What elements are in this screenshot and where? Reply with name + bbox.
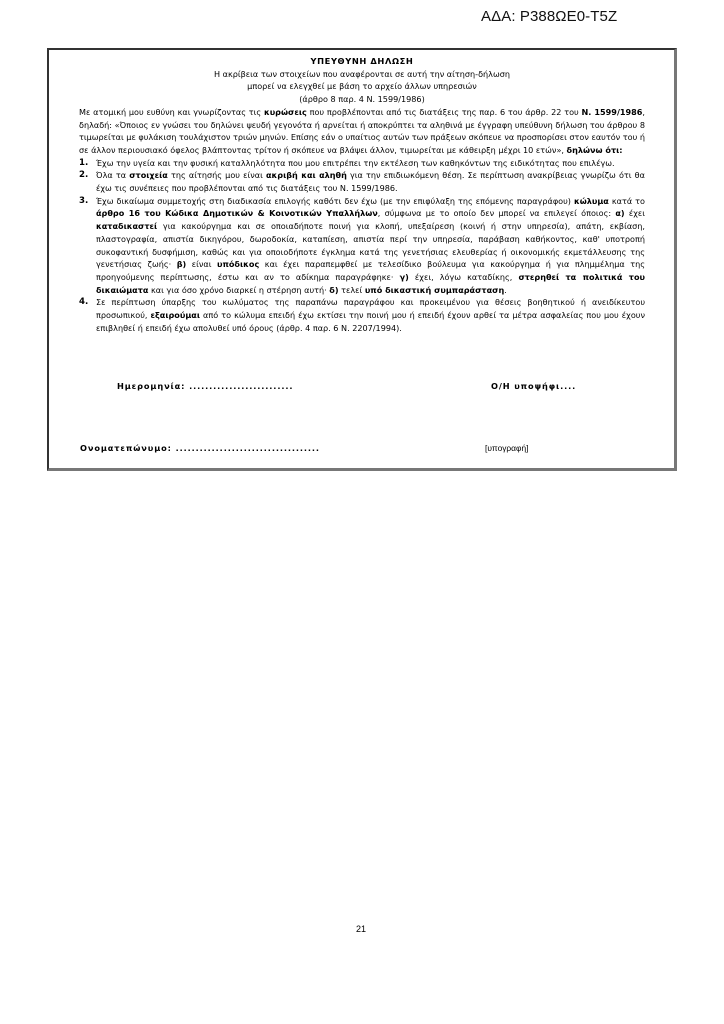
declaration-body [79,55,645,334]
item-number: 1. [79,157,89,168]
item-text: από το κώλυμα επειδή έχω εκτίσει την ποινή μου ή επειδή έχουν αρθεί τα μέτρα ασφαλείας που μου έχουν επιβληθεί ή επειδή έχω απολυθεί υπό όρους (άρθρ. 4 παρ. 6 Ν. 2207/1994). [96,310,645,333]
intro-bold: Ν. 1599/1986 [581,106,643,117]
intro-bold: κυρώσεις [263,106,307,117]
list-item [79,169,645,194]
ada-code: ΑΔΑ: Ρ388ΩΕ0-Τ5Ζ [481,8,618,25]
item-bold: γ) [399,271,409,282]
list-item [79,195,645,297]
declaration-title: ΥΠΕΥΘΥΝΗ ΔΗΛΩΣΗ [310,56,414,66]
item-text: έχει [624,208,645,219]
declaration-list [79,157,645,335]
item-bold: στοιχεία [129,170,168,181]
intro-text: , δηλαδή: «Όποιος εν γνώσει του δηλώνει ψευδή γεγονότα ή αρνείται ή αποκρύπτει τα αληθινά με έγγραφη υπεύθυνη δήλωση του άρθρου 8 τιμωρείται με φυλάκιση τουλάχιστον τριών μηνών. Επίσης εάν ο υπαίτιος αυτών των πράξεων σκόπευε να προσπορίσει στον εαυτόν του ή σε άλλον περιουσιακό όφελος βλάπτοντας τρίτον ή σκόπευε να βλάψει άλλον, τιμωρείται με κάθειρξη μέχρι 10 ετών», [79,106,645,155]
declaration-subtitle-1: Η ακρίβεια των στοιχείων που αναφέρονται σε αυτή την αίτηση-δήλωση [214,68,510,79]
item-text: και έχει παραπεμφθεί με τελεσίδικο βούλευμα για κακούργημα ή για πλημμέλημα της προηγούμενης περίπτωσης, έστω και αν το αδίκημα παραγράφηκε· [96,259,646,282]
item-text: έχει, λόγω καταδίκης, [408,271,519,282]
item-bold: β) [176,259,187,270]
item-text: για την επιδιωκόμενη θέση. Σε περίπτωση ανακρίβειας γνωρίζω ότι θα έχω τις συνέπειες που προβλέπονται από τις διατάξεις του Ν. 1599/1986. [96,170,645,194]
item-bold: άρθρο 16 του Κώδικα Δημοτικών & Κοινοτικών Υπαλλήλων [96,208,378,219]
list-item [79,157,645,170]
item-bold: υπό δικαστική συμπαράσταση [364,284,505,295]
item-text: και για όσο χρόνο διαρκεί η στέρηση αυτή· [148,284,330,295]
item-text: για κακούργημα και σε οποιαδήποτε ποινή για κλοπή, υπεξαίρεση (κοινή ή στην υπηρεσία), απάτη, εκβίαση, πλαστογραφία, απιστία δικηγόρου, δωροδοκία, καταπίεση, απιστία περί την υπηρεσία, παράβαση καθήκοντος, καθ' υποτροπή συκοφαντική δυσφήμιση, καθώς και για οποιοδήποτε έγκλημα κατά της γενετήσιας ελευθερίας ή οικονομικής εκμετάλλευσης της γενετήσιας ζωής· [96,221,645,270]
item-text: τελεί [338,284,365,295]
intro-paragraph [79,106,645,157]
intro-text: που προβλέπονται από τις διατάξεις της παρ. 6 του άρθρ. 22 του [306,106,582,117]
item-bold: καταδικαστεί [96,221,158,232]
item-bold: α) [615,208,625,219]
intro-text: Με ατομική μου ευθύνη και γνωρίζοντας τις [79,106,264,117]
item-text: της αίτησής μου είναι [167,170,266,181]
date-field: Ημερομηνία: .......................... [117,381,294,391]
item-text: Έχω δικαίωμα συμμετοχής στη διαδικασία επιλογής καθότι δεν έχω (με την επιφύλαξη της επόμενης παραγράφου) [96,195,574,206]
declaration-subtitle-2: μπορεί να ελεγχθεί με βάση το αρχείο άλλων υπηρεσιών [247,81,477,92]
signature-label: [υπογραφή] [485,443,529,453]
item-bold: δ) [329,284,339,295]
page-number: 21 [356,924,367,934]
item-number: 4. [79,297,89,308]
full-name-field: Ονοματεπώνυμο: .................................... [80,443,320,453]
list-item [79,296,645,334]
declaration-subtitle-3: (άρθρο 8 παρ. 4 Ν. 1599/1986) [299,94,425,105]
item-text: , σύμφωνα με το οποίο δεν μπορεί να επιλεγεί όποιος: [377,208,616,219]
item-text: Σε περίπτωση ύπαρξης του κωλύματος της παραπάνω παραγράφου και προκειμένου για θέσεις βοηθητικού ή ανειδίκευτου προσωπικού, [96,297,645,321]
item-text: Όλα τα [96,170,130,181]
item-number: 2. [79,170,89,181]
item-bold: υπόδικος [217,259,260,270]
item-bold: ακριβή και αληθή [266,170,347,181]
item-number: 3. [79,195,89,206]
item-text: Έχω την υγεία και την φυσική καταλληλότητα που μου επιτρέπει την εκτέλεση των καθηκόντων της ειδικότητας που επιλέγω. [96,157,615,168]
item-text: κατά το [608,195,645,206]
item-text: . [504,284,507,295]
intro-bold: δηλώνω ότι: [566,144,623,155]
item-bold: εξαιρούμαι [150,310,200,321]
item-bold: κώλυμα [573,195,609,206]
candidate-label: Ο/Η υποψήφι.... [491,381,577,391]
item-text: είναι [186,259,217,270]
item-bold: στερηθεί τα πολιτικά του δικαιώματα [96,271,645,295]
